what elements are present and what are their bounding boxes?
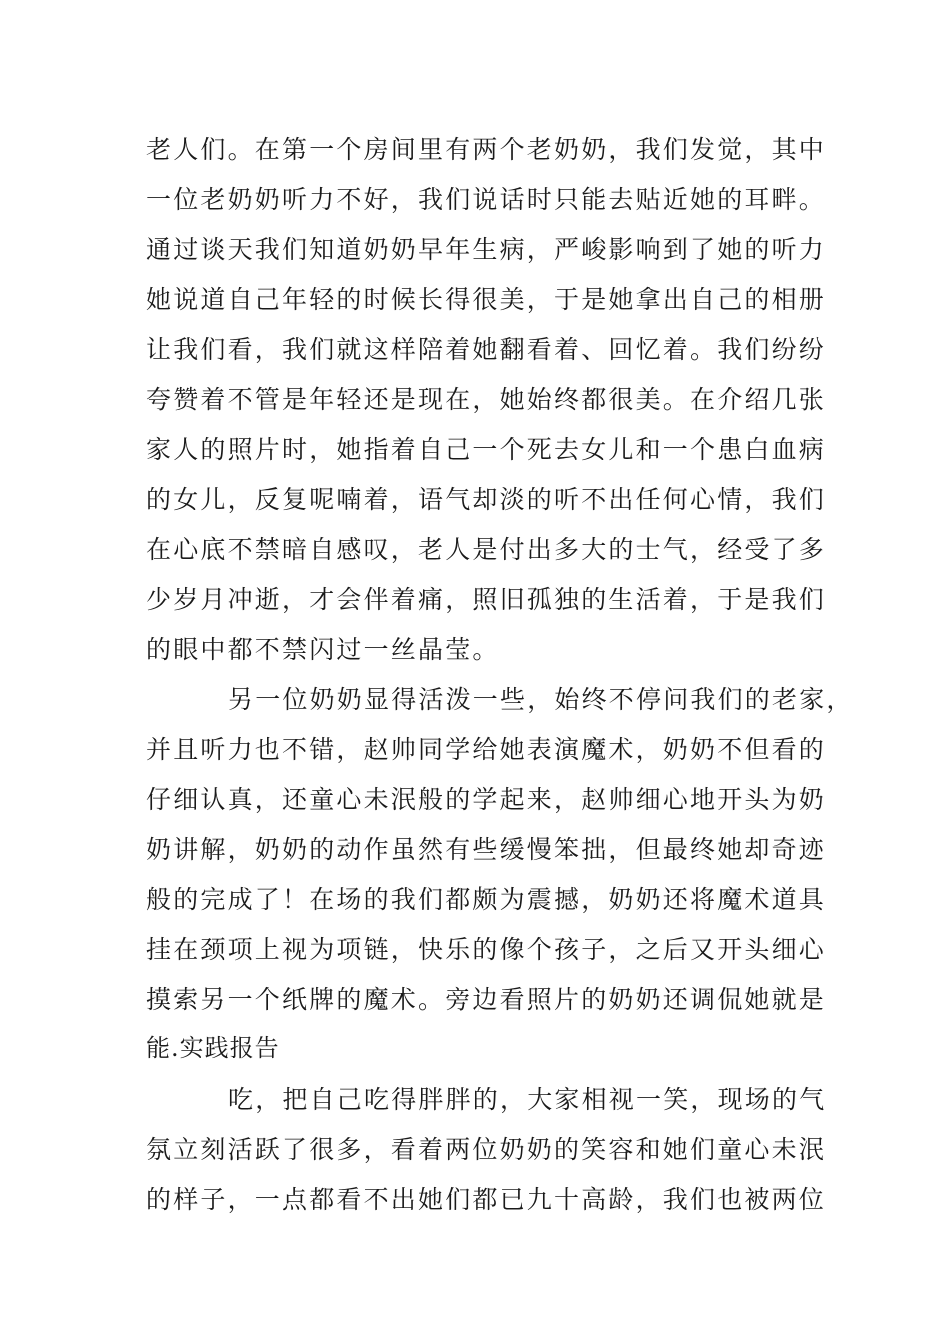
text-line: 的女儿，反复呢喃着，语气却淡的听不出任何心情，我们 (146, 485, 827, 514)
text-line: 她说道自己年轻的时候长得很美，于是她拿出自己的相册 (146, 285, 827, 314)
text-line: 氛立刻活跃了很多，看着两位奶奶的笑容和她们童心未泯 (146, 1135, 827, 1164)
text-line: 夸赞着不管是年轻还是现在，她始终都很美。在介绍几张 (146, 385, 827, 414)
text-line: 挂在颈项上视为项链，快乐的像个孩子，之后又开头细心 (146, 935, 827, 964)
paragraph-first-line: 吃，把自己吃得胖胖的，大家相视一笑，现场的气 (228, 1085, 827, 1114)
paragraph-first-line: 另一位奶奶显得活泼一些，始终不停问我们的老家， (228, 685, 854, 714)
text-line: 家人的照片时，她指着自己一个死去女儿和一个患白血病 (146, 435, 827, 464)
text-line: 一位老奶奶听力不好，我们说话时只能去贴近她的耳畔。 (146, 185, 827, 214)
text-line: 通过谈天我们知道奶奶早年生病，严峻影响到了她的听力 (146, 235, 827, 264)
text-line: 少岁月冲逝，才会伴着痛，照旧孤独的生活着，于是我们 (146, 585, 827, 614)
text-line: 般的完成了！在场的我们都颇为震撼，奶奶还将魔术道具 (146, 885, 827, 914)
text-line: 的样子，一点都看不出她们都已九十高龄，我们也被两位 (146, 1185, 827, 1214)
text-line: 并且听力也不错，赵帅同学给她表演魔术，奶奶不但看的 (146, 735, 827, 764)
text-line: 在心底不禁暗自感叹，老人是付出多大的士气，经受了多 (146, 535, 827, 564)
text-line: 的眼中都不禁闪过一丝晶莹。 (146, 635, 500, 664)
text-line: 老人们。在第一个房间里有两个老奶奶，我们发觉，其中 (146, 135, 827, 164)
text-line: 让我们看，我们就这样陪着她翻看着、回忆着。我们纷纷 (146, 335, 827, 364)
text-line: 摸索另一个纸牌的魔术。旁边看照片的奶奶还调侃她就是 (146, 985, 827, 1014)
text-line: 奶讲解，奶奶的动作虽然有些缓慢笨拙，但最终她却奇迹 (146, 835, 827, 864)
text-line: 能.实践报告 (146, 1034, 280, 1062)
text-line: 仔细认真，还童心未泯般的学起来，赵帅细心地开头为奶 (146, 785, 827, 814)
